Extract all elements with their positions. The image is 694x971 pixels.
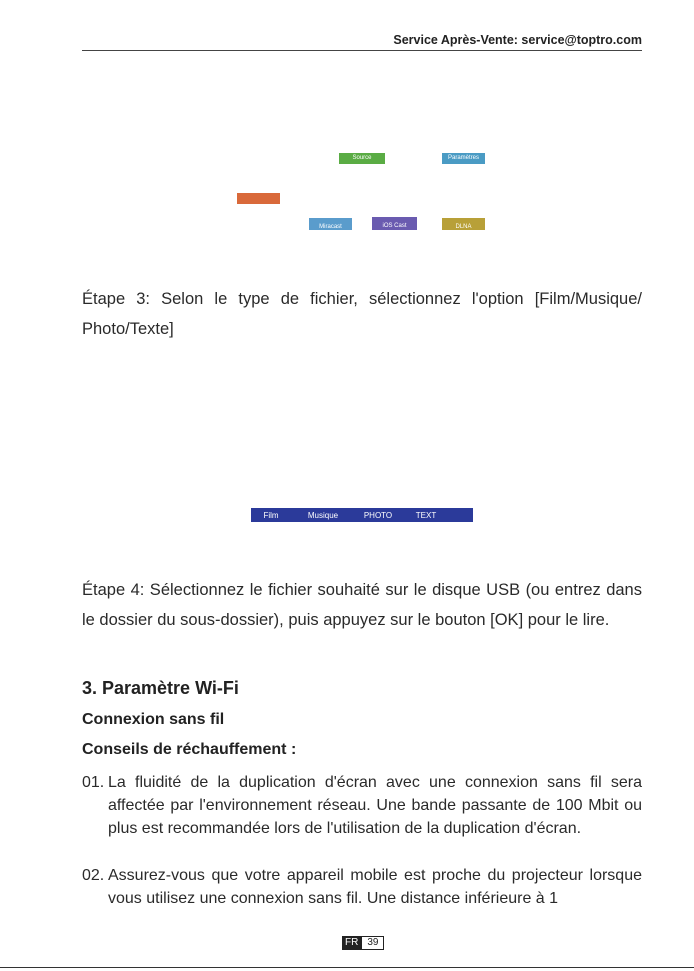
language-badge: FR [342, 936, 361, 950]
step4-paragraph: Étape 4: Sélectionnez le fichier souhaité sur le disque USB (ou entrez dans le dossier du sous-dossier), puis appuyez sur le bouton [OK] pour le lire. [82, 581, 642, 629]
subtitle-wireless: Connexion sans fil [82, 711, 225, 728]
tip-item-02 [82, 864, 642, 910]
tip-item-01 [82, 771, 642, 840]
section-title: 3. Paramètre Wi-Fi [82, 678, 239, 698]
media-item-musique: Musique [307, 510, 339, 520]
subtitle-tips: Conseils de réchauffement : [82, 741, 297, 758]
tip-number: 02. [82, 867, 105, 884]
page-footer [342, 936, 384, 950]
media-item-photo: PHOTO [363, 510, 393, 520]
page-header: Service Après-Vente: service@toptro.com [393, 33, 642, 47]
bottom-divider [0, 967, 694, 968]
dlna-chip: DLNA [442, 218, 485, 230]
step3-paragraph: Étape 3: Selon le type de fichier, sélectionnez l'option [Film/Musique/ Photo/Texte] [82, 290, 642, 338]
tip-text: La fluidité de la duplication d'écran avec une connexion sans fil sera affectée par l'environnement réseau. Une bande passante de 100 Mbit ou plus est recommandée lors de l'utilisation de la duplication d'écran. [108, 774, 642, 837]
media-type-bar [251, 508, 473, 522]
miracast-chip: Miracast [309, 218, 352, 230]
settings-chip: Paramètres [442, 153, 485, 164]
media-item-text: TEXT [415, 510, 437, 520]
media-item-film: Film [263, 510, 279, 520]
tip-text: Assurez-vous que votre appareil mobile est proche du projecteur lorsque vous utilisez une connexion sans fil. Une distance inférieure à 1 [108, 867, 642, 907]
header-divider [82, 50, 642, 51]
source-chip: Source [339, 153, 385, 164]
ioscast-chip: iOS Cast [372, 217, 417, 230]
tip-number: 01. [82, 774, 105, 791]
selected-highlight-chip [237, 193, 280, 204]
page-number: 39 [361, 936, 384, 950]
